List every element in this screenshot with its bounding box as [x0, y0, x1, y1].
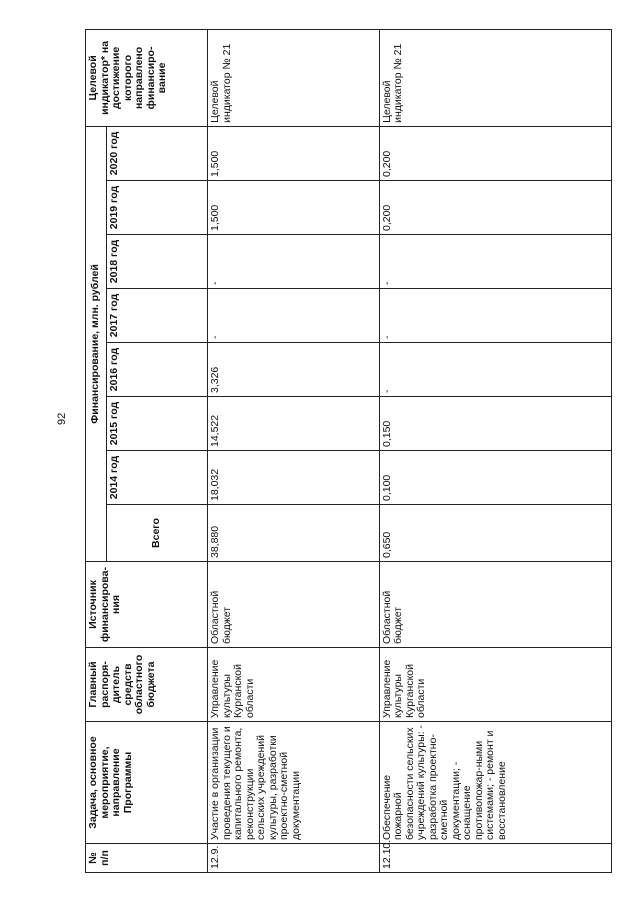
row-year-2017: - — [208, 289, 380, 343]
row-source: Областной бюджет — [208, 562, 380, 648]
row-manager: Управление культуры Курганской области — [208, 648, 380, 722]
header-task: Задача, основное мероприятие, направление Программы — [86, 722, 208, 844]
table-row — [208, 29, 380, 872]
row-year-2019: 1,500 — [208, 181, 380, 235]
header-year-2017: 2017 год — [107, 289, 208, 343]
row-year-2014: 18,032 — [208, 451, 380, 505]
header-year-2018: 2018 год — [107, 235, 208, 289]
row-source: Областной бюджет — [379, 562, 612, 648]
header-year-2019: 2019 год — [107, 181, 208, 235]
header-manager: Главный распоря-дитель средств областного бюджета — [86, 648, 208, 722]
row-total: 0,650 — [379, 505, 612, 562]
page-number: 92 — [56, 412, 68, 425]
row-task: Участие в организации проведения текущего и капитального ремонта, реконструкции сельских учреждений культуры, разработки проектно-сметной документации — [208, 722, 380, 844]
header-source: Источник финансирова-ния — [86, 562, 208, 648]
row-year-2016: - — [379, 343, 612, 397]
row-year-2015: 0,150 — [379, 397, 612, 451]
header-target: Целевой индикатор* на достижение которого направлено финансиро-вание — [86, 29, 208, 126]
row-task: Обеспечение пожарной безопасности сельских учреждений культуры: - разработка проектно-сметной документации; - оснащение противопожар-ными системами; - ремонт и восстановление — [379, 722, 612, 844]
header-total: Всего — [107, 505, 208, 562]
row-year-2020: 0,200 — [379, 126, 612, 180]
header-year-2020: 2020 год — [107, 126, 208, 180]
financing-table — [85, 29, 612, 873]
rotated-table-container — [85, 30, 612, 873]
row-year-2018: - — [208, 235, 380, 289]
header-year-2015: 2015 год — [107, 397, 208, 451]
header-financing: Финансирование, млн. рублей — [86, 126, 107, 561]
row-total: 38,880 — [208, 505, 380, 562]
header-year-2014: 2014 год — [107, 451, 208, 505]
row-year-2019: 0,200 — [379, 181, 612, 235]
row-num: 12.10. — [379, 844, 612, 873]
table-row — [379, 29, 612, 872]
header-row-1 — [86, 29, 107, 872]
header-year-2016: 2016 год — [107, 343, 208, 397]
row-target: Целевой индикатор № 21 — [208, 29, 380, 126]
row-year-2020: 1,500 — [208, 126, 380, 180]
row-target: Целевой индикатор № 21 — [379, 29, 612, 126]
row-year-2018: - — [379, 235, 612, 289]
row-num: 12.9. — [208, 844, 380, 873]
row-year-2015: 14,522 — [208, 397, 380, 451]
row-manager: Управление культуры Курганской области — [379, 648, 612, 722]
row-year-2017: - — [379, 289, 612, 343]
row-year-2014: 0,100 — [379, 451, 612, 505]
header-num: № п/п — [86, 844, 208, 873]
row-year-2016: 3,326 — [208, 343, 380, 397]
